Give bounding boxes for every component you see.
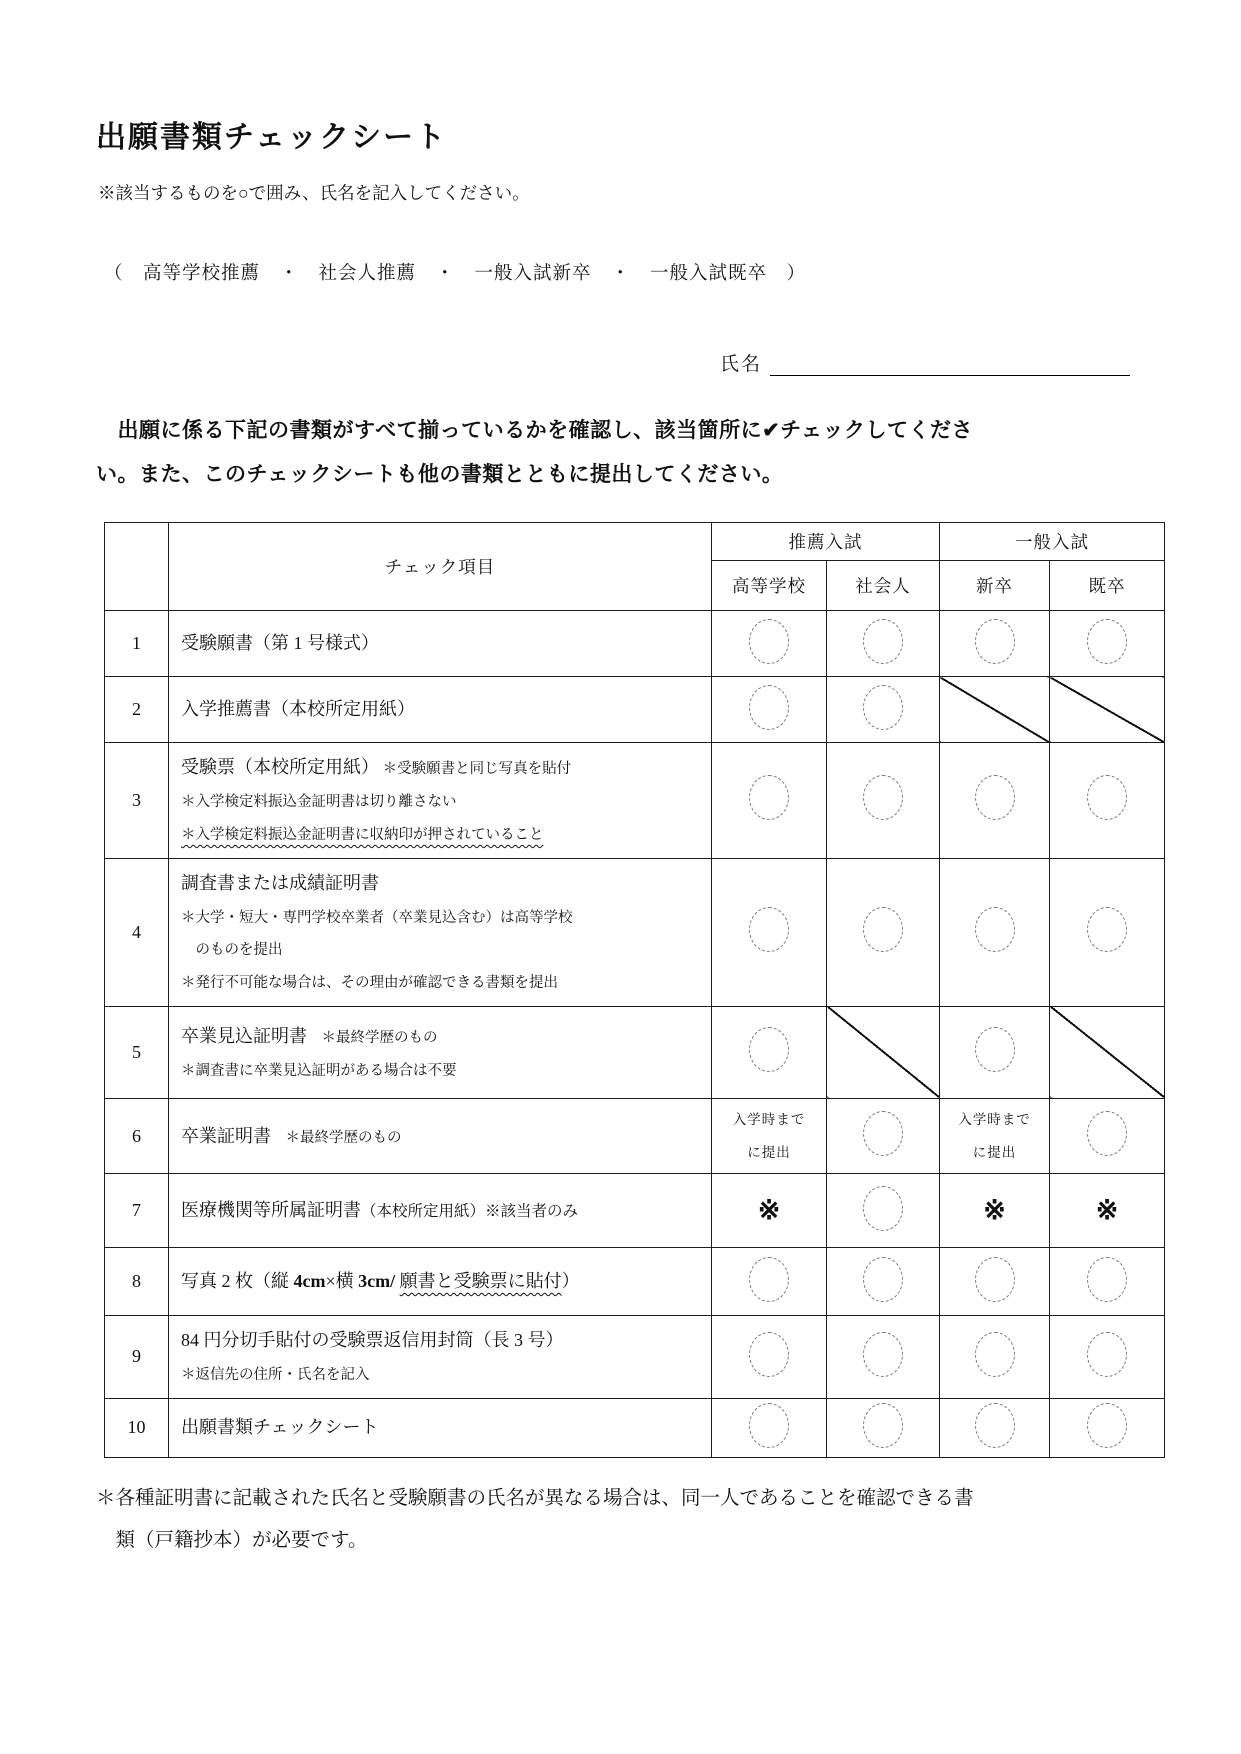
number-column-header (105, 523, 169, 611)
not-applicable-slash (1050, 1006, 1165, 1098)
table-body (105, 611, 1165, 1458)
check-circle[interactable] (863, 907, 903, 952)
check-cell (1050, 1098, 1165, 1173)
text-segment: ＊調査書に卒業見込証明がある場合は不要 (181, 1062, 457, 1079)
check-cell (940, 858, 1050, 1006)
check-circle[interactable] (975, 1257, 1015, 1302)
check-circle[interactable] (1087, 1257, 1127, 1302)
check-item (169, 1248, 712, 1316)
check-circle[interactable] (749, 1027, 789, 1072)
table-row (105, 1248, 1165, 1316)
check-cell (827, 1398, 940, 1457)
check-item (169, 611, 712, 677)
check-item-line (181, 902, 699, 935)
check-item-line (181, 625, 699, 662)
item-column-header: チェック項目 (169, 523, 712, 611)
check-item-line (181, 865, 699, 902)
check-circle[interactable] (749, 619, 789, 664)
check-cell (712, 858, 827, 1006)
check-item-line (181, 819, 699, 852)
not-applicable-slash (940, 677, 1050, 743)
submit-later-note-cell (712, 1098, 827, 1173)
check-cell (712, 1398, 827, 1457)
text-segment: ＊最終学歴のもの (307, 1029, 438, 1046)
row-number: 10 (105, 1398, 169, 1457)
text-segment: 受験票（本校所定用紙） (181, 757, 379, 778)
check-cell (940, 1316, 1050, 1399)
check-cell (827, 1248, 940, 1316)
table-row (105, 677, 1165, 743)
check-cell (827, 1316, 940, 1399)
instruction-line: い。また、このチェックシートも他の書類とともに提出してください。 (96, 462, 784, 487)
text-segment: 願書と受験票に貼付 (399, 1271, 562, 1292)
check-item (169, 1174, 712, 1248)
submit-later-note-line: 入学時まで (732, 1111, 806, 1127)
kome-mark-cell (712, 1174, 827, 1248)
check-circle[interactable] (975, 907, 1015, 952)
col-header-highschool: 高等学校 (712, 561, 827, 611)
check-circle[interactable] (975, 775, 1015, 820)
row-number: 5 (105, 1006, 169, 1098)
check-item (169, 1398, 712, 1457)
kome-mark: ※ (757, 1195, 781, 1226)
check-item-line (181, 967, 699, 1000)
circle-instruction-note: ※該当するものを○で囲み、氏名を記入してください。 (98, 183, 530, 203)
check-circle[interactable] (1087, 619, 1127, 664)
check-circle[interactable] (975, 1332, 1015, 1377)
submit-later-note-line: 入学時まで (958, 1111, 1031, 1127)
group-header-recommendation: 推薦入試 (712, 523, 940, 561)
check-item (169, 743, 712, 858)
text-segment: （本校所定用紙）※該当者のみ (361, 1203, 579, 1221)
kome-mark: ※ (1095, 1195, 1119, 1226)
not-applicable-slash (827, 1006, 940, 1098)
check-circle[interactable] (975, 1403, 1015, 1448)
check-cell (940, 743, 1050, 858)
check-item-line (181, 749, 699, 786)
check-circle[interactable] (749, 685, 789, 730)
check-cell (1050, 858, 1165, 1006)
text-segment: 医療機関等所属証明書 (181, 1200, 361, 1221)
row-number: 1 (105, 611, 169, 677)
check-item-line (181, 786, 699, 819)
check-cell (1050, 1316, 1165, 1399)
text-segment: ＊入学検定料振込金証明書は切り離さない (181, 794, 457, 811)
check-cell (827, 743, 940, 858)
table-row (105, 1398, 1165, 1457)
col-header-shakaijin: 社会人 (827, 561, 940, 611)
checklist-table (104, 522, 1165, 1458)
table-row (105, 611, 1165, 677)
text-segment: ×横 (325, 1271, 359, 1292)
check-circle[interactable] (863, 1111, 903, 1156)
text-segment: 出願書類チェックシート (181, 1417, 379, 1438)
footnote-line: ＊各種証明書に記載された氏名と受験願書の氏名が異なる場合は、同一人であることを確認できる書 (96, 1487, 974, 1509)
check-circle[interactable] (749, 907, 789, 952)
check-item-line (181, 1359, 699, 1392)
check-cell (1050, 611, 1165, 677)
check-item-line (181, 1409, 699, 1446)
table-row (105, 1174, 1165, 1248)
check-cell (940, 611, 1050, 677)
check-item-line (181, 1055, 699, 1088)
check-circle[interactable] (863, 1332, 903, 1377)
check-circle[interactable] (863, 1403, 903, 1448)
table-header (105, 523, 1165, 611)
check-cell (1050, 1398, 1165, 1457)
check-cell (940, 1006, 1050, 1098)
check-item-line (181, 1118, 699, 1155)
check-cell (712, 1006, 827, 1098)
check-cell (940, 1398, 1050, 1457)
text-segment: 84 円分切手貼付の受験票返信用封筒（長 3 号） (181, 1330, 564, 1351)
check-cell (827, 1098, 940, 1173)
table-row (105, 1316, 1165, 1399)
check-circle[interactable] (1087, 1403, 1127, 1448)
text-segment: 卒業見込証明書 (181, 1025, 307, 1046)
check-cell (712, 677, 827, 743)
check-cell (940, 1248, 1050, 1316)
check-cell (827, 611, 940, 677)
check-item (169, 677, 712, 743)
check-item-line (181, 691, 699, 728)
col-header-kisotsu: 既卒 (1050, 561, 1165, 611)
table-row (105, 1098, 1165, 1173)
row-number: 8 (105, 1248, 169, 1316)
check-item-line (181, 934, 699, 967)
check-cell (712, 611, 827, 677)
text-segment: ＊最終学歴のもの (271, 1129, 402, 1146)
check-circle[interactable] (975, 1027, 1015, 1072)
col-header-shinsotsu: 新卒 (940, 561, 1050, 611)
check-cell (827, 1174, 940, 1248)
text-segment: ＊発行不可能な場合は、その理由が確認できる書類を提出 (181, 975, 558, 992)
instruction-line: 出願に係る下記の書類がすべて揃っているかを確認し、該当箇所に✔チェックしてくださ (96, 418, 974, 442)
check-circle[interactable] (1087, 775, 1127, 820)
submit-later-note-cell (940, 1098, 1050, 1173)
not-applicable-slash (1050, 677, 1165, 743)
table-row (105, 858, 1165, 1006)
check-instructions (96, 408, 1165, 496)
check-cell (827, 677, 940, 743)
check-cell (712, 1248, 827, 1316)
check-circle[interactable] (749, 1332, 789, 1377)
footnote (96, 1478, 1165, 1562)
check-circle[interactable] (863, 775, 903, 820)
row-number: 2 (105, 677, 169, 743)
text-segment: ＊入学検定料振込金証明書に収納印が押されていること (181, 826, 544, 843)
group-header-general: 一般入試 (940, 523, 1165, 561)
check-cell (712, 743, 827, 858)
row-number: 3 (105, 743, 169, 858)
row-number: 4 (105, 858, 169, 1006)
check-item-line (181, 1263, 699, 1300)
check-circle[interactable] (975, 619, 1015, 664)
check-item-line (181, 1018, 699, 1055)
kome-mark: ※ (983, 1195, 1006, 1226)
check-circle[interactable] (863, 1186, 903, 1231)
text-segment: ＊返信先の住所・氏名を記入 (181, 1366, 370, 1383)
check-circle[interactable] (749, 1257, 789, 1302)
table-row (105, 743, 1165, 858)
name-label: 氏名 (720, 354, 763, 375)
text-segment: 受験願書（第 1 号様式） (181, 633, 379, 654)
text-segment: 4cm (293, 1271, 326, 1292)
text-segment: 写真 2 枚（縦 (181, 1271, 294, 1292)
text-segment: ） (561, 1271, 580, 1292)
check-item (169, 1316, 712, 1399)
check-circle[interactable] (749, 1403, 789, 1448)
check-circle[interactable] (1087, 907, 1127, 952)
row-number: 7 (105, 1174, 169, 1248)
check-cell (1050, 743, 1165, 858)
text-segment: ＊大学・短大・専門学校卒業者（卒業見込含む）は高等学校 (181, 909, 573, 926)
text-segment: ＊受験願書と同じ写真を貼付 (379, 761, 572, 778)
table-row (105, 1006, 1165, 1098)
text-segment: 入学推薦書（本校所定用紙） (181, 699, 415, 720)
row-number: 9 (105, 1316, 169, 1399)
check-circle[interactable] (1087, 1111, 1127, 1156)
submit-later-note-line: に提出 (747, 1145, 791, 1161)
name-field-row (720, 349, 1165, 376)
check-circle[interactable] (1087, 1332, 1127, 1377)
check-item-line (181, 1192, 699, 1229)
check-cell (827, 858, 940, 1006)
text-segment: 卒業証明書 (181, 1125, 271, 1146)
text-segment: のものを提出 (181, 942, 283, 959)
check-item-line (181, 1322, 699, 1359)
page-title: 出願書類チェックシート (96, 121, 448, 154)
text-segment: 調査書または成績証明書 (181, 872, 379, 893)
applicant-category-options: （ 高等学校推薦 ・ 社会人推薦 ・ 一般入試新卒 ・ 一般入試既卒 ） (104, 264, 807, 284)
submit-later-note-line: に提出 (972, 1145, 1017, 1161)
check-cell (712, 1316, 827, 1399)
check-circle[interactable] (863, 685, 903, 730)
check-cell (1050, 1248, 1165, 1316)
kome-mark-cell (1050, 1174, 1165, 1248)
kome-mark-cell (940, 1174, 1050, 1248)
check-circle[interactable] (863, 619, 903, 664)
check-item (169, 1098, 712, 1173)
check-circle[interactable] (749, 775, 789, 820)
check-item (169, 858, 712, 1006)
check-circle[interactable] (863, 1257, 903, 1302)
check-item (169, 1006, 712, 1098)
text-segment: 3cm/ (358, 1271, 396, 1292)
footnote-line: 類（戸籍抄本）が必要です。 (96, 1529, 368, 1551)
name-input-line[interactable] (770, 358, 1130, 376)
row-number: 6 (105, 1098, 169, 1173)
